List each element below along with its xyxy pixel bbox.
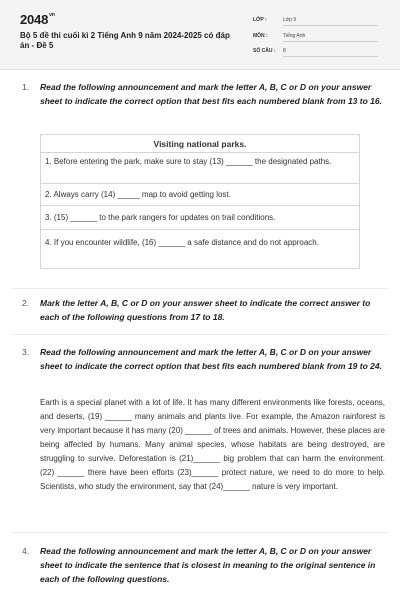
question-number-3: 3. xyxy=(22,347,30,357)
logo-suffix: vn xyxy=(49,12,55,18)
question-count-value: 8 xyxy=(283,48,378,57)
subject-label: MÔN : xyxy=(253,33,268,39)
announcement-item-4: 4. If you encounter wildlife, (16) ______ a safe distance and do not approach. xyxy=(45,238,319,247)
document-header xyxy=(0,0,400,70)
announcement-item-3: 3. (15) ______ to the park rangers for updates on trail conditions. xyxy=(41,206,359,230)
subject-value: Tiếng Anh xyxy=(283,33,378,42)
question-text-3: Read the following announcement and mark the letter A, B, C or D on your answer sheet to indicate the correct option that best fits each numbered blank from 19 to 24. xyxy=(40,347,382,371)
question-count-label: SỐ CÂU : xyxy=(253,48,276,54)
class-value: Lớp 9 xyxy=(283,17,378,26)
document-title: Bộ 5 đề thi cuối kì 2 Tiếng Anh 9 năm 2024-2025 có đáp án - Đề 5 xyxy=(20,31,230,50)
question-number-2: 2. xyxy=(22,298,30,308)
question-text-4: Read the following announcement and mark the letter A, B, C or D on your answer sheet to indicate the sentence that is closest in meaning to the original sentence in each of the following questions. xyxy=(40,546,376,584)
question-text-1: Read the following announcement and mark the letter A, B, C or D on your answer sheet to indicate the correct option that best fits each numbered blank from 13 to 16. xyxy=(40,82,382,106)
announcement-item-1: 1. Before entering the park, make sure to stay (13) ______ the designated paths. xyxy=(41,153,359,184)
announcement-title: Visiting national parks. xyxy=(41,135,359,153)
announcement-item-2: 2. Always carry (14) _____ map to avoid getting lost. xyxy=(41,184,359,206)
divider xyxy=(12,532,388,533)
site-logo[interactable] xyxy=(20,12,55,27)
divider xyxy=(12,334,388,335)
divider xyxy=(12,288,388,289)
question-number-1: 1. xyxy=(22,82,30,92)
question-number-4: 4. xyxy=(22,546,30,556)
question-text-2: Mark the letter A, B, C or D on your answer sheet to indicate the correct answer to each of the following questions from 17 to 18. xyxy=(40,298,371,322)
reading-passage: Earth is a special planet with a lot of life. It has many different environments like forests, oceans, and deserts, (19) ______ many animals and plants live. For example, the Amazon rainforest is very important because it has many (20) ______ of trees and animals. However, these places are being affected by humans. Many animal species, whose habitats are being destroyed, are struggling to survive. Deforestation is (21)______ big problem that can harm the environment. (22) ______ there have been efforts (23)______ protect nature, we need to do more to help. Scientists, who study the environment, say that (24)______ nature is very important. xyxy=(40,398,385,491)
announcement-box xyxy=(40,134,360,269)
class-label: LỚP : xyxy=(253,17,267,23)
logo-text: 2048 xyxy=(20,12,49,27)
